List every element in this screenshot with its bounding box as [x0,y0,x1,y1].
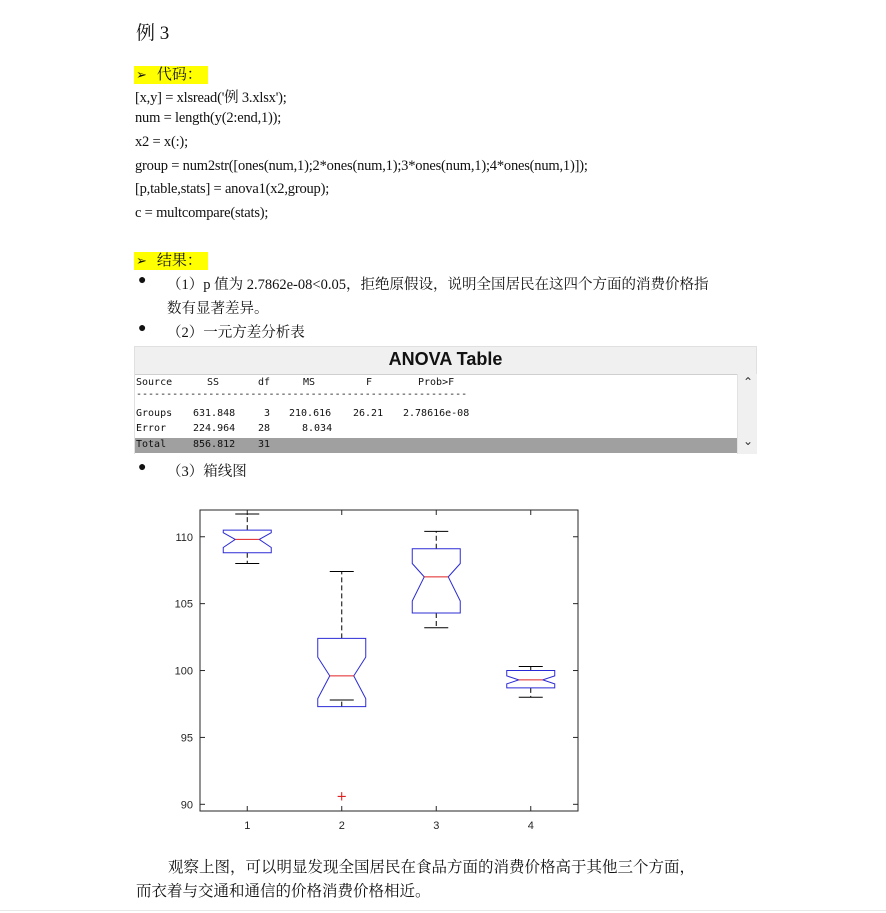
result-item-text: （3）箱线图 [167,464,247,480]
code-line: num = length(y(2:end,1)); [135,110,282,126]
y-tick-label: 100 [174,665,193,678]
table-cell: Groups [136,408,173,419]
result-item-text: （2）一元方差分析表 [167,325,305,341]
code-section-header [134,63,208,84]
table-cell: 31 [258,439,271,450]
page-divider [0,910,886,911]
table-header: Source [136,377,173,388]
table-cell: 26.21 [353,408,384,419]
result-item-text: （1）p 值为 2.7862e-08<0.05，拒绝原假设，说明全国居民在这四个方面的消费价格指 [167,277,709,293]
table-cell: 210.616 [289,408,332,419]
x-tick-label: 2 [338,820,345,832]
results-section-label: 结果： [156,253,202,269]
code-line: group = num2str([ones(num,1);2*ones(num,1);3*ones(num,1);4*ones(num,1)]); [135,158,588,174]
table-cell: Error [136,423,167,434]
results-section-header [134,249,208,270]
table-cell: 8.034 [302,423,333,434]
anova-table-body [135,374,737,455]
x-tick-label: 4 [527,820,534,832]
table-header: MS [303,377,316,388]
table-cell: 856.812 [193,439,236,450]
table-cell: 2.78616e-08 [403,408,470,419]
anova-title: ANOVA Table [388,349,503,369]
bullet-dot-icon: ● [138,460,147,475]
anova-table-window [134,346,757,454]
code-line: c = multcompare(stats); [135,205,269,221]
y-tick-label: 110 [175,531,193,544]
conclusion-text: 观察上图，可以明显发现全国居民在食品方面的消费价格高于其他三个方面， [168,859,696,876]
arrow-bullet-icon: ➢ [136,253,147,268]
table-separator: ------------------------------------------------------- [136,389,468,400]
conclusion-text: 而衣着与交通和通信的价格消费价格相近。 [136,883,431,900]
result-item-text: 数有显著差异。 [167,301,269,317]
table-cell: 631.848 [193,408,236,419]
scrollbar[interactable] [737,374,757,454]
bullet-dot-icon: ● [138,273,147,288]
scroll-up-icon[interactable]: ⌃ [743,375,754,389]
arrow-bullet-icon: ➢ [136,67,147,82]
y-tick-label: 95 [180,732,193,745]
code-section-label: 代码： [156,67,202,83]
code-line: [p,table,stats] = anova1(x2,group); [135,181,330,197]
table-header: df [258,377,271,388]
table-header: SS [207,377,220,388]
table-cell: 3 [264,408,271,419]
page-title: 例 3 [136,23,170,44]
y-tick-label: 105 [174,598,193,611]
table-cell: 224.964 [193,423,236,434]
code-line: [x,y] = xlsread('例 3.xlsx'); [135,90,287,106]
table-cell: Total [136,439,167,450]
scroll-down-icon[interactable]: ⌄ [743,434,754,448]
table-header: Prob>F [418,377,455,388]
plot-area [200,510,578,811]
x-tick-label: 1 [244,820,251,832]
code-line: x2 = x(:); [135,134,188,150]
bullet-dot-icon: ● [138,321,147,336]
x-tick-label: 3 [433,820,440,832]
y-tick-label: 90 [180,799,193,812]
boxplot-chart [150,500,590,840]
table-header: F [366,377,373,388]
table-cell: 28 [258,423,271,434]
outlier-marker: + [336,789,348,805]
